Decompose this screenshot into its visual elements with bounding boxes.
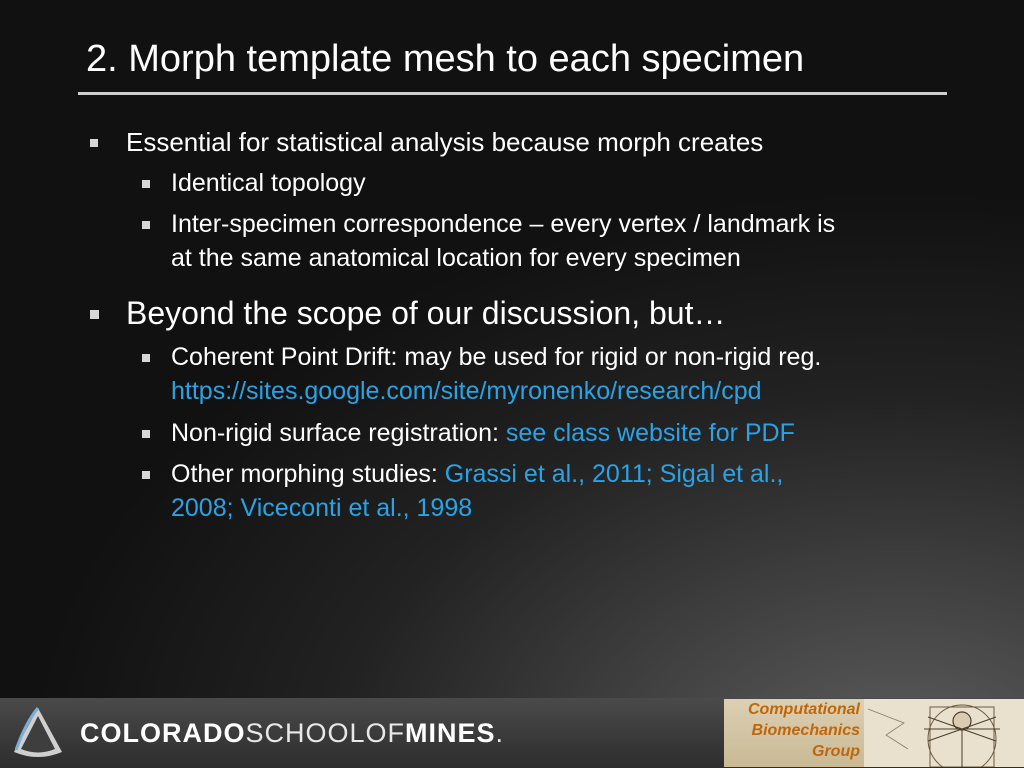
bullet-marker-icon bbox=[90, 310, 99, 319]
vitruvian-man-sketch-icon bbox=[864, 699, 1024, 767]
mines-triangle-logo-icon bbox=[8, 702, 68, 762]
bullet-2-sub-2 bbox=[171, 419, 795, 448]
bullet-1-sub-2-line-2: at the same anatomical location for every specimen bbox=[171, 244, 741, 272]
sub-bullet-marker-icon bbox=[142, 354, 150, 362]
group-line-2: Biomechanics bbox=[751, 722, 860, 739]
bullet-2-text: Beyond the scope of our discussion, but… bbox=[126, 295, 726, 331]
bullet-2-sub-3-label: Other morphing studies: bbox=[171, 460, 445, 488]
sub-bullet-marker-icon bbox=[142, 471, 150, 479]
slide-title: 2. Morph template mesh to each specimen bbox=[86, 38, 805, 80]
title-divider bbox=[78, 92, 947, 95]
bullet-2-sub-2-label: Non-rigid surface registration: bbox=[171, 419, 506, 447]
group-line-3: Group bbox=[812, 743, 860, 760]
sub-bullet-marker-icon bbox=[142, 430, 150, 438]
group-line-1: Computational bbox=[748, 701, 860, 718]
mines-wordmark-dot: . bbox=[495, 718, 505, 748]
mines-wordmark-part-2: SCHOOLOF bbox=[245, 718, 406, 748]
sub-bullet-marker-icon bbox=[142, 221, 150, 229]
bullet-1-sub-1: Identical topology bbox=[171, 169, 366, 197]
bullet-1-text: Essential for statistical analysis because morph creates bbox=[126, 127, 764, 157]
bullet-2-sub-3 bbox=[171, 460, 783, 489]
mines-wordmark-part-1: COLORADO bbox=[80, 718, 246, 748]
morphing-studies-link[interactable]: Grassi et al., 2011; Sigal et al., bbox=[444, 460, 784, 488]
mines-wordmark bbox=[80, 718, 504, 749]
class-website-link[interactable]: see class website for PDF bbox=[505, 419, 795, 447]
mines-wordmark-part-3: MINES bbox=[405, 718, 496, 748]
sub-bullet-marker-icon bbox=[142, 180, 150, 188]
morphing-studies-link-line-2[interactable]: 2008; Viceconti et al., 1998 bbox=[171, 494, 473, 522]
bullet-marker-icon bbox=[90, 139, 98, 147]
bullet-1-sub-2-line-1: Inter-specimen correspondence – every vertex / landmark is bbox=[171, 210, 836, 238]
group-label bbox=[724, 699, 864, 767]
cpd-link[interactable]: https://sites.google.com/site/myronenko/research/cpd bbox=[171, 377, 762, 405]
bullet-2-sub-1-line-1: Coherent Point Drift: may be used for rigid or non-rigid reg. bbox=[171, 343, 822, 371]
